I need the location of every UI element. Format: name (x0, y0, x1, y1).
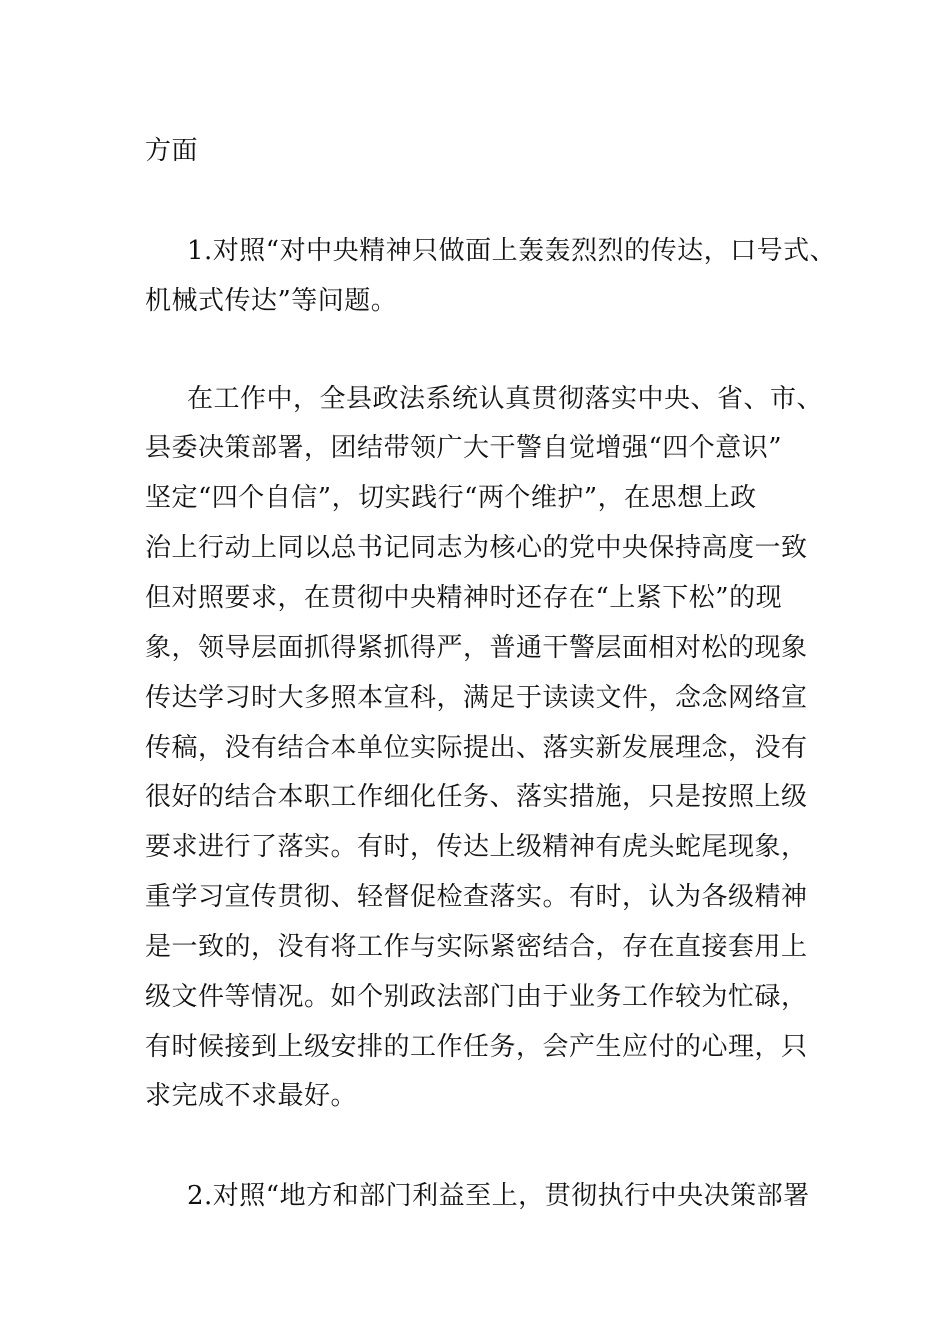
paragraph-line-14: 有时候接到上级安排的工作任务，会产生应付的心理，只 (145, 1032, 808, 1062)
paragraph-line-4: 治上行动上同以总书记同志为核心的党中央保持高度一致 (145, 533, 808, 563)
paragraph-line-11: 重学习宣传贯彻、轻督促检查落实。有时，认为各级精神 (145, 882, 808, 912)
item-1-heading-line-1: 1.对照“对中央精神只做面上轰轰烈烈的传达，口号式、 (187, 236, 837, 266)
paragraph-line-6: 象，领导层面抓得紧抓得严，普通干警层面相对松的现象 (145, 633, 808, 663)
paragraph-line-1: 在工作中，全县政法系统认真贯彻落实中央、省、市、 (187, 384, 824, 414)
section-heading-fragment: 方面 (145, 136, 199, 166)
paragraph-line-13: 级文件等情况。如个别政法部门由于业务工作较为忙碌， (145, 982, 808, 1012)
paragraph-line-12: 是一致的，没有将工作与实际紧密结合，存在直接套用上 (145, 932, 808, 962)
item-2-heading-line-1: 2.对照“地方和部门利益至上，贯彻执行中央决策部署 (187, 1181, 810, 1211)
item-1-heading-line-2: 机械式传达”等问题。 (145, 286, 398, 316)
paragraph-line-5: 但对照要求，在贯彻中央精神时还存在“上紧下松”的现 (145, 583, 783, 613)
paragraph-line-8: 传稿，没有结合本单位实际提出、落实新发展理念，没有 (145, 733, 808, 763)
paragraph-line-15: 求完成不求最好。 (145, 1081, 358, 1111)
paragraph-line-2: 县委决策部署，团结带领广大干警自觉增强“四个意识” (145, 433, 783, 463)
paragraph-line-10: 要求进行了落实。有时，传达上级精神有虎头蛇尾现象， (145, 832, 808, 862)
paragraph-line-3: 坚定“四个自信”，切实践行“两个维护”，在思想上政 (145, 483, 757, 513)
paragraph-line-9: 很好的结合本职工作细化任务、落实措施，只是按照上级 (145, 782, 808, 812)
paragraph-line-7: 传达学习时大多照本宣科，满足于读读文件，念念网络宣 (145, 683, 808, 713)
